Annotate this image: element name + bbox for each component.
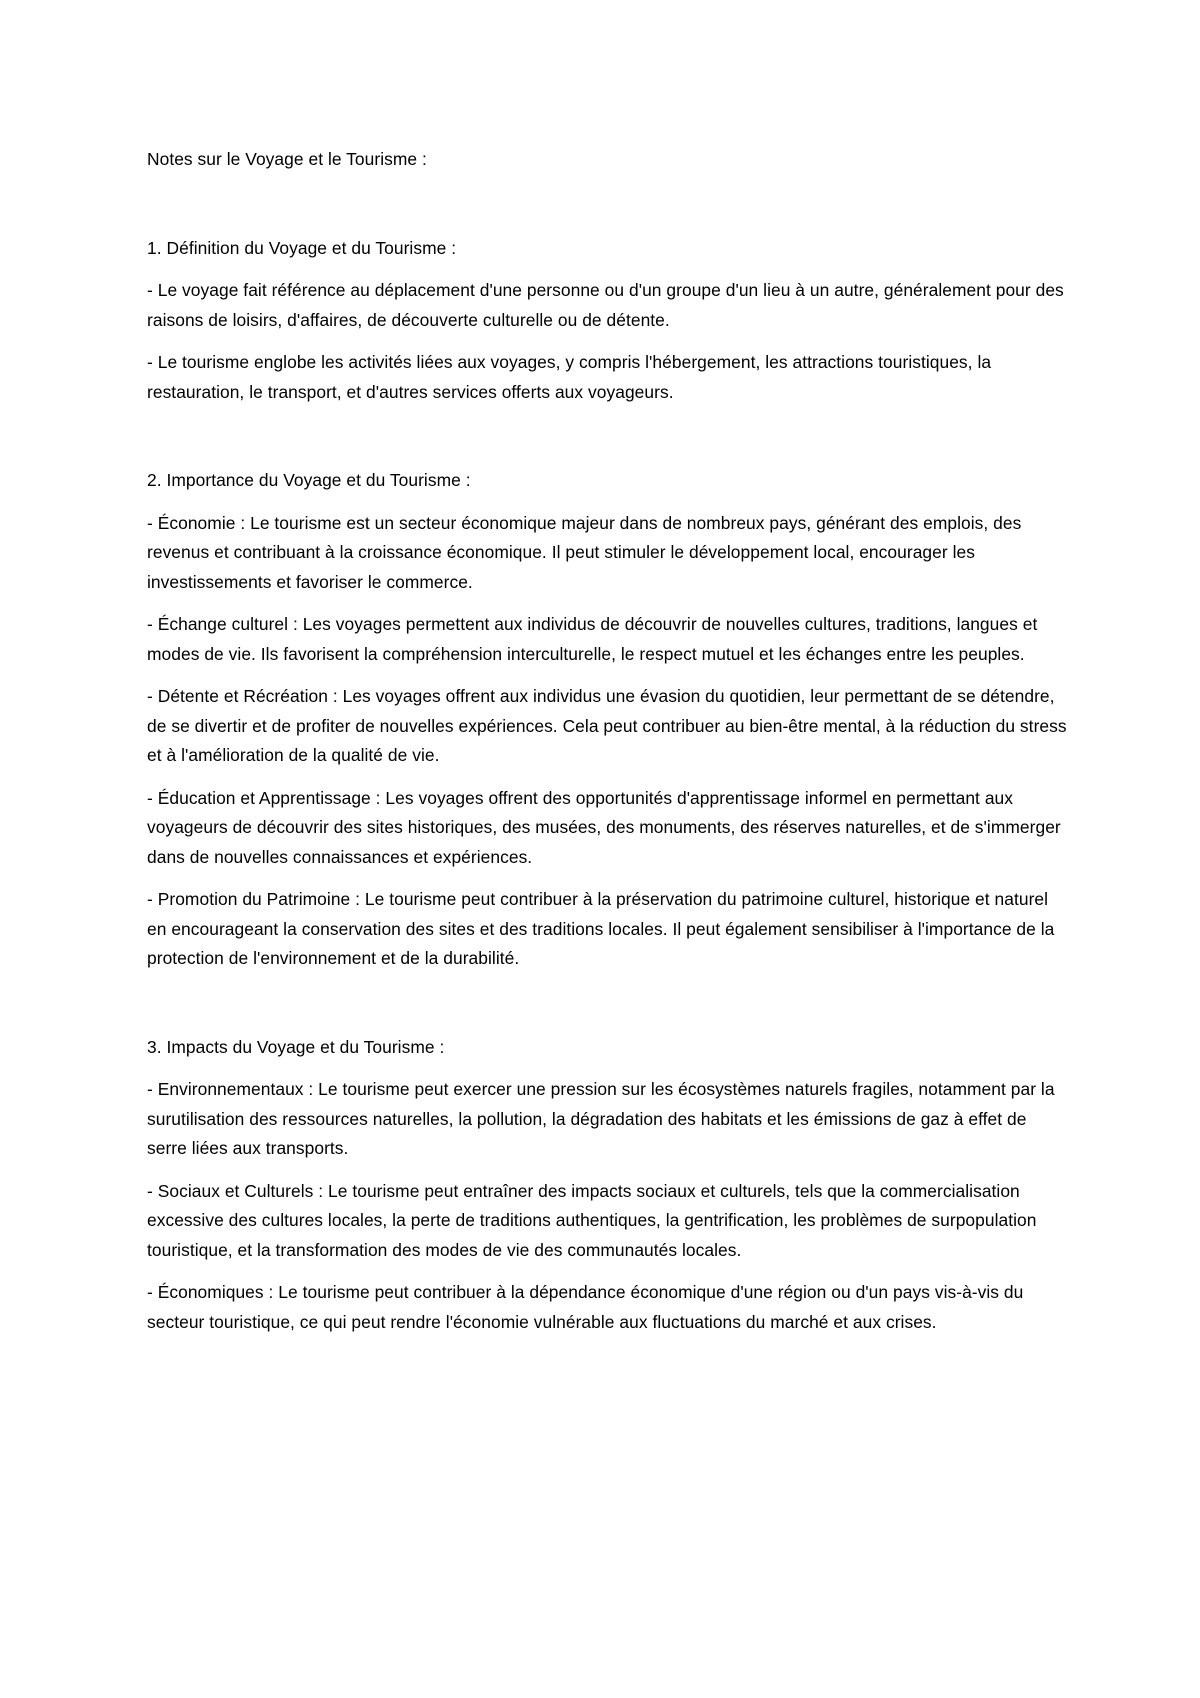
- section-impacts: [147, 1033, 1067, 1338]
- paragraph: - Économiques : Le tourisme peut contribuer à la dépendance économique d'une région ou d'un pays vis-à-vis du secteur touristique, ce qui peut rendre l'économie vulnérable aux fluctuations du marché et aux crises.: [147, 1282, 1024, 1332]
- section-heading: 1. Définition du Voyage et du Tourisme :: [147, 237, 457, 258]
- paragraph: - Environnementaux : Le tourisme peut exercer une pression sur les écosystèmes naturels fragiles, notamment par la surutilisation des ressources naturelles, la pollution, la dégradation des habitats et les émissions de gaz à effet de serre liées aux transports.: [147, 1079, 1055, 1158]
- section-definition: [147, 234, 1067, 408]
- section-importance: [147, 466, 1067, 974]
- paragraph: - Sociaux et Culturels : Le tourisme peut entraîner des impacts sociaux et culturels, tels que la commercialisation excessive des cultures locales, la perte de traditions authentiques, la gentrification, les problèmes de surpopulation touristique, et la transformation des modes de vie des communautés locales.: [147, 1180, 1037, 1260]
- paragraph: - Échange culturel : Les voyages permettent aux individus de découvrir de nouvelles cultures, traditions, langues et modes de vie. Ils favorisent la compréhension interculturelle, le respect mutuel et les échanges entre les peuples.: [147, 614, 1038, 664]
- paragraph: - Le tourisme englobe les activités liées aux voyages, y compris l'hébergement, les attractions touristiques, la restauration, le transport, et d'autres services offerts aux voyageurs.: [147, 352, 992, 402]
- paragraph: - Détente et Récréation : Les voyages offrent aux individus une évasion du quotidien, leur permettant de se détendre, de se divertir et de profiter de nouvelles expériences. Cela peut contribuer au bien-être mental, à la réduction du stress et à l'amélioration de la qualité de vie.: [147, 686, 1067, 765]
- section-heading: 3. Impacts du Voyage et du Tourisme :: [147, 1036, 445, 1057]
- document-title: Notes sur le Voyage et le Tourisme :: [147, 149, 427, 169]
- section-heading: 2. Importance du Voyage et du Tourisme :: [147, 470, 471, 490]
- paragraph: - Éducation et Apprentissage : Les voyages offrent des opportunités d'apprentissage informel en permettant aux voyageurs de découvrir des sites historiques, des musées, des monuments, des réserves naturelles, et de s'immerger dans de nouvelles connaissances et expériences.: [147, 787, 1061, 867]
- paragraph: - Économie : Le tourisme est un secteur économique majeur dans de nombreux pays, générant des emplois, des revenus et contribuant à la croissance économique. Il peut stimuler le développement local, encourager les investissements et favoriser le commerce.: [147, 512, 1022, 592]
- document-body: [147, 145, 1067, 1396]
- paragraph: - Promotion du Patrimoine : Le tourisme peut contribuer à la préservation du patrimoine culturel, historique et naturel en encourageant la conservation des sites et des traditions locales. Il peut également sensibiliser à l'importance de la protection de l'environnement et de la durabilité.: [147, 889, 1055, 968]
- paragraph: - Le voyage fait référence au déplacement d'une personne ou d'un groupe d'un lieu à un autre, généralement pour des raisons de loisirs, d'affaires, de découverte culturelle ou de détente.: [147, 280, 1064, 330]
